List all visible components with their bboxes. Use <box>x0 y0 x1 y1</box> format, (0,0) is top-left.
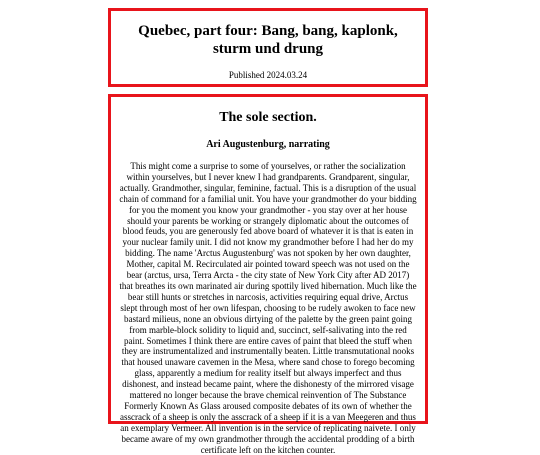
section-title: The sole section. <box>219 110 317 125</box>
post-section <box>108 94 428 455</box>
post-title: Quebec, part four: Bang, bang, kaplonk, sturm und drung <box>138 23 398 57</box>
section-body-text: This might come a surprise to some of yourselves, or rather the socialization within yourselves, but I never knew I had grandparents. Grandparent, singular, actually. Grandmother, singular, feminine, factual. This is a disruption of the usual chain of command for a familial unit. You have your grandmother do your bidding for you the moment you know your grandmother - you stay over at her house should your parents be working or strangely diplomatic about the outcomes of blood feuds, you are generously fed above board of whatever it is that is eaten in your nuclear family unit. I did not know my grandmother before I had her do my bidding. The name 'Arctus Augustenburg' was not spoken by her own daughter, Mother, capital M. Recirculated air pointed toward speech was not used on the bear (arctus, ursa, Terra Arcta - the city state of New York City after AD 2017) that breathes its own marinated air during spottily lived hibernation. Much like the bear still hunts or stretches in narcosis, activities requiring equal drive, Arctus slept through most of her own lifespan, choosing to be rudely awoken to face new bastard milieus, none an obvious dirtying of the palette by the green paint going from marble-block solidity to liquid and, succinct, self-salivating into the red paint. Sometimes I think there are entire caves of paint that bleed the stuff when they are instrumentalized and instrumentally beaten. Little transmutational nooks that housed unaware cavemen in the Mesa, where sand chose to forego becoming glass, apparently a medium for reality itself but always imperfect and thus dishonest, and instead became paint, where the dishonesty of the mirrored visage mattered no longer because the brave chemical reinvention of The Substance Formerly Known As Glass aroused composite debates of its own of whether the asscrack of a sheep is only the asscrack of a sheep if it is a van Meegeren and thus an exemplary Vermeer. All invention is in the service of replicating naivete. I only became aware of my own grandmother through the accidental prodding of a birth certificate left on the kitchen counter. <box>119 161 417 455</box>
section-narrator: Ari Augustenburg, narrating <box>206 139 330 150</box>
published-date: Published 2024.03.24 <box>228 70 308 80</box>
post-header <box>108 8 428 87</box>
